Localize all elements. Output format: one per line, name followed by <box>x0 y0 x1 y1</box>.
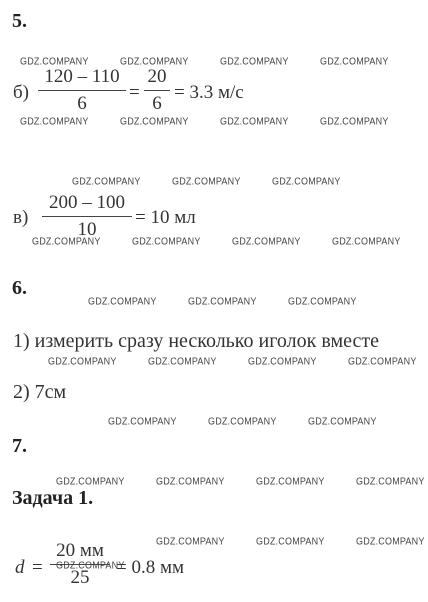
watermark: GDZ.COMPANY <box>148 355 217 367</box>
watermark: GDZ.COMPANY <box>220 115 289 127</box>
fraction-v-numerator: 200 – 100 <box>49 192 125 213</box>
watermark: GDZ.COMPANY <box>88 295 157 307</box>
section-6-item-2: 2) 7см <box>13 381 67 403</box>
watermark: GDZ.COMPANY <box>232 235 301 247</box>
fraction-b-1-denominator: 6 <box>77 93 87 114</box>
fraction-b-2-numerator: 20 <box>147 66 167 87</box>
watermark: GDZ.COMPANY <box>120 115 189 127</box>
fraction-b-1 <box>38 66 126 115</box>
item-b-result: = 3.3 м/с <box>174 82 244 103</box>
formula-numerator: 20 мм <box>56 540 104 561</box>
watermark: GDZ.COMPANY <box>272 175 341 187</box>
watermark: GDZ.COMPANY <box>188 295 257 307</box>
formula-denominator: 25 <box>70 567 90 588</box>
watermark: GDZ.COMPANY <box>20 115 89 127</box>
section-5-number: 5. <box>12 10 27 32</box>
fraction-b-2-bar <box>144 90 170 91</box>
section-7-number: 7. <box>12 435 27 457</box>
item-v-label: в) <box>13 207 29 228</box>
fraction-v <box>42 192 132 241</box>
item-v-result: = 10 мл <box>135 207 196 228</box>
fraction-v-bar <box>42 216 132 217</box>
watermark: GDZ.COMPANY <box>156 475 225 487</box>
fraction-b-1-bar <box>38 90 126 91</box>
fraction-v-denominator: 10 <box>77 219 97 240</box>
watermark: GDZ.COMPANY <box>308 415 377 427</box>
watermark: GDZ.COMPANY <box>32 235 101 247</box>
watermark: GDZ.COMPANY <box>320 55 389 67</box>
watermark: GDZ.COMPANY <box>288 295 357 307</box>
item-b-label: б) <box>13 82 29 103</box>
formula-equals: = <box>32 557 43 578</box>
task-1-heading: Задача 1. <box>12 487 94 509</box>
watermark: GDZ.COMPANY <box>56 475 125 487</box>
watermark: GDZ.COMPANY <box>56 559 125 571</box>
watermark: GDZ.COMPANY <box>72 175 141 187</box>
fraction-b-1-numerator: 120 – 110 <box>44 66 120 87</box>
watermark: GDZ.COMPANY <box>256 535 325 547</box>
watermark: GDZ.COMPANY <box>156 535 225 547</box>
fraction-b-2-denominator: 6 <box>152 93 162 114</box>
watermark: GDZ.COMPANY <box>248 355 317 367</box>
watermark: GDZ.COMPANY <box>348 355 417 367</box>
watermark: GDZ.COMPANY <box>132 235 201 247</box>
fraction-b-2 <box>144 66 170 115</box>
watermark: GDZ.COMPANY <box>108 415 177 427</box>
watermark: GDZ.COMPANY <box>356 475 425 487</box>
watermark: GDZ.COMPANY <box>20 55 89 67</box>
formula-result: = 0.8 мм <box>116 557 185 578</box>
section-6-item-1: 1) измерить сразу несколько иголок вместе <box>13 330 379 352</box>
watermark: GDZ.COMPANY <box>356 535 425 547</box>
watermark: GDZ.COMPANY <box>172 175 241 187</box>
formula-variable: d <box>15 557 25 578</box>
section-6-number: 6. <box>12 277 27 299</box>
watermark: GDZ.COMPANY <box>208 415 277 427</box>
item-b-equals: = <box>129 82 140 103</box>
watermark: GDZ.COMPANY <box>220 55 289 67</box>
watermark: GDZ.COMPANY <box>120 55 189 67</box>
watermark: GDZ.COMPANY <box>332 235 401 247</box>
watermark: GDZ.COMPANY <box>48 355 117 367</box>
watermark: GDZ.COMPANY <box>320 115 389 127</box>
watermark: GDZ.COMPANY <box>256 475 325 487</box>
